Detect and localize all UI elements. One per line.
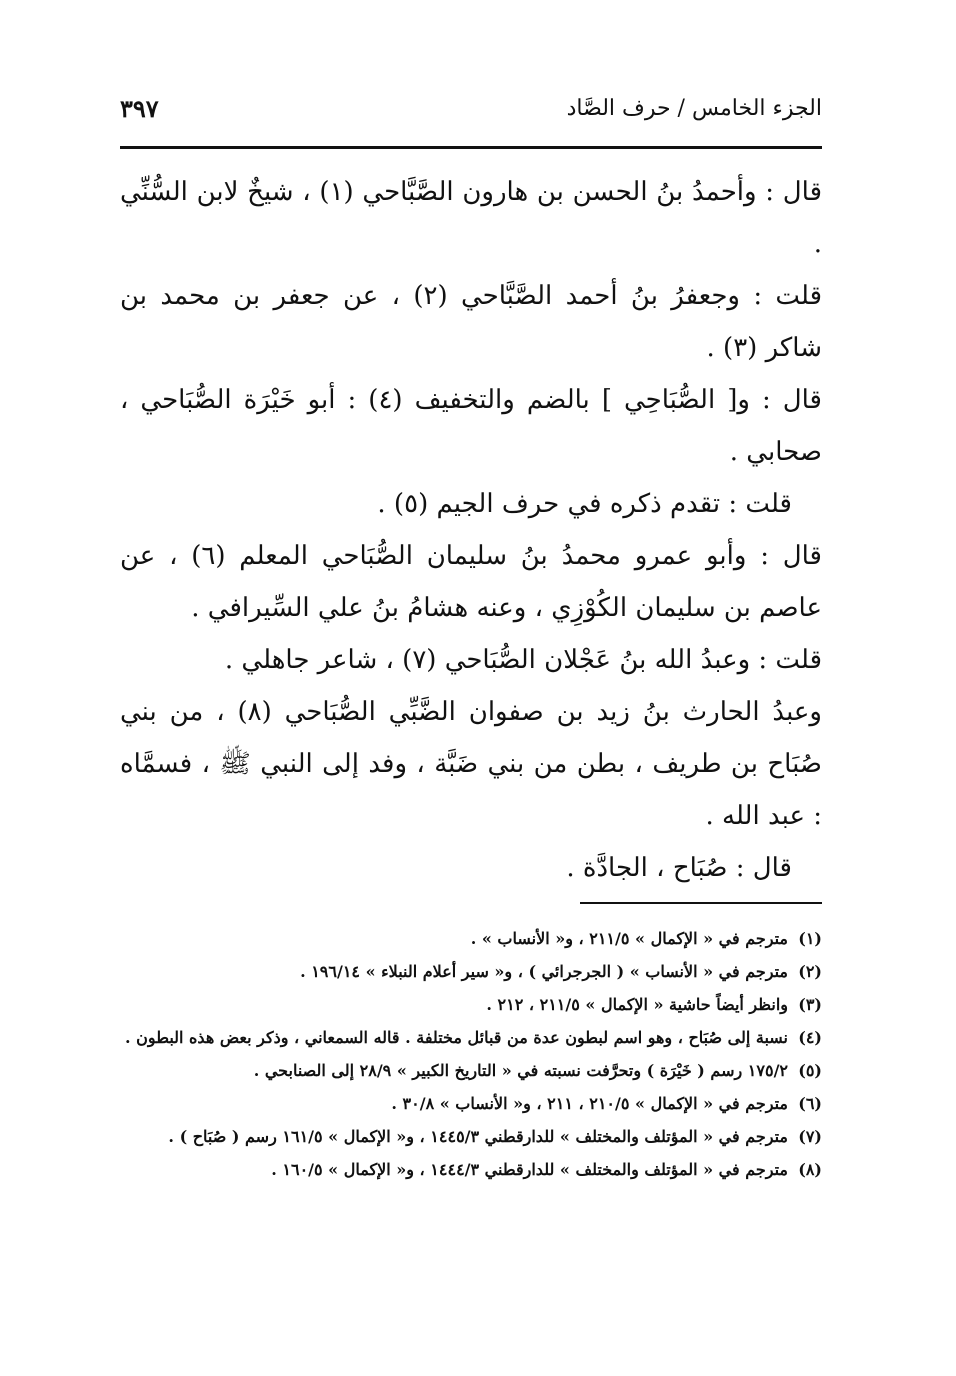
running-header [120,90,822,140]
footnote-text: نسبة إلى صُبَاح ، وهو اسم لبطون عدة من قبائل مختلفة . قاله السمعاني ، وذكر بعض هذه البطون . [125,1028,788,1047]
paragraph: قلت : وعبدُ الله بنُ عَجْلان الصُّبَاحي (٧) ، شاعر جاهلي . [224,645,822,675]
footnote-text: مترجم في « الأنساب » ( الجرجرائي ) ، و« سير أعلام النبلاء » ١٩٦/١٤ . [300,962,788,981]
footnote-text: مترجم في « المؤتلف والمختلف » للدارقطني ١٤٤٤/٣ ، و« الإكمال » ١٦٠/٥ . [271,1160,788,1179]
main-text [120,166,822,894]
footnote [120,1153,822,1186]
footnote-text: مترجم في « الإكمال » ٢١٠/٥ ، ٢١١ ، و« الأنساب » ٣٠/٨ . [391,1094,788,1113]
paragraph: قال : وأبو عمرو محمدُ بنُ سليمان الصُّبَاحي المعلم (٦) ، عن عاصم بن سليمان الكُوْزِي ، وعنه هشامُ بنُ علي السِّيرافي . [120,541,822,623]
footnote-number: (٣) [798,995,822,1014]
footnote-number: (٤) [798,1028,822,1047]
paragraph: وعبدُ الحارث بنُ زيد بن صفوان الضَّبِّي الصُّبَاحي (٨) ، من بني صُبَاح بن طريف ، بطن من بني ضَبَّة ، وفد إلى النبي ﷺ ، فسمَّاه : عبد الله . [120,697,822,831]
footnote [120,955,822,988]
page-number: ٣٩٧ [120,94,159,123]
header-divider [120,146,822,149]
footnote [120,922,822,955]
footnotes [120,922,822,1186]
footnote [120,988,822,1021]
footnote [120,1087,822,1120]
footnote-text: مترجم في « الإكمال » ٢١١/٥ ، و« الأنساب » . [470,929,788,948]
paragraph: قلت : تقدم ذكره في حرف الجيم (٥) . [377,489,792,519]
paragraph: قال : صُبَاح ، الجادَّة . [566,853,792,883]
paragraph: قال : و[ الصُّبَاحِي ] بالضم والتخفيف (٤) : أبو خَيْرَة الصُّبَاحي ، صحابي . [120,385,822,467]
paragraph: قال : وأحمدُ بنُ الحسن بن هارون الصَّبَّاحي (١) ، شيخٌ لابن السُّنِّي . [120,177,822,259]
footnote [120,1120,822,1153]
footnote-text: وانظر أيضاً حاشية « الإكمال » ٢١١/٥ ، ٢١٢ . [486,995,788,1014]
footnote-text: ١٧٥/٢ رسم ( خَيْرَة ) وتحرَّفت نسبته في « التاريخ الكبير » ٢٨/٩ إلى الصنابحي . [253,1061,788,1080]
running-header-title: الجزء الخامس / حرف الصَّاد [566,96,822,121]
footnote-number: (١) [798,929,822,948]
footnote [120,1054,822,1087]
paragraph: قلت : وجعفرُ بنُ أحمد الصَّبَّاحي (٢) ، عن جعفر بن محمد بن شاكر (٣) . [120,281,822,363]
footnote-number: (٧) [798,1127,822,1146]
footnote-text: مترجم في « المؤتلف والمختلف » للدارقطني ١٤٤٥/٣ ، و« الإكمال » ١٦١/٥ رسم ( صُبَاح ) . [168,1127,788,1146]
footnote-number: (٥) [798,1061,822,1080]
footnote-number: (٦) [798,1094,822,1113]
footnote-number: (٨) [798,1160,822,1179]
footnote-divider [580,902,822,904]
footnote-number: (٢) [798,962,822,981]
footnote [120,1021,822,1054]
